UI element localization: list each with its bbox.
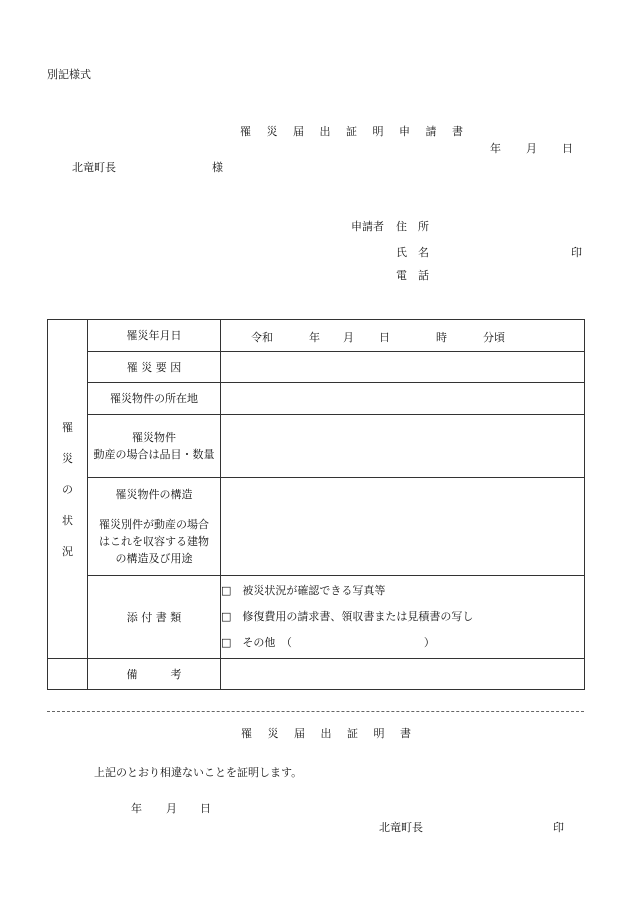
addressee: 北竜町長 — [72, 161, 116, 174]
application-date-month: 月 — [526, 142, 537, 155]
form-style-note: 別記様式 — [47, 68, 91, 81]
row-location — [48, 383, 585, 415]
certificate-statement: 上記のとおり相違ないことを証明します。 — [94, 766, 303, 779]
certificate-date-month: 月 — [166, 802, 177, 815]
application-date-day: 日 — [562, 142, 573, 155]
side-header-char: 況 — [62, 544, 73, 558]
disaster-status-table — [47, 319, 585, 690]
cause-label: 罹 災 要 因 — [88, 352, 221, 383]
row-disaster-date — [48, 320, 585, 352]
applicant-name-label: 氏 名 — [396, 246, 429, 259]
addressee-honorific: 様 — [212, 161, 223, 174]
attachment-checkbox-invoice[interactable]: □ 修復費用の請求書、領収書または見積書の写し — [221, 610, 474, 623]
certificate-seal: 印 — [553, 821, 564, 834]
side-header-char: 状 — [62, 513, 73, 527]
disaster-date-field[interactable] — [221, 320, 585, 352]
date-hour: 時 — [436, 330, 447, 344]
certificate-title: 罹 災 届 出 証 明 書 — [241, 727, 417, 740]
structure-field[interactable] — [221, 478, 585, 576]
side-header — [48, 320, 88, 659]
applicant-address-label: 住 所 — [396, 220, 429, 233]
date-month: 月 — [343, 330, 354, 344]
date-minute: 分頃 — [483, 330, 505, 344]
date-day: 日 — [379, 330, 390, 344]
row-property — [48, 415, 585, 478]
property-label — [88, 415, 221, 478]
applicant-seal: 印 — [571, 246, 582, 259]
application-title: 罹 災 届 出 証 明 申 請 書 — [240, 125, 469, 138]
structure-label-line: 罹災物件の構造 — [115, 488, 193, 501]
disaster-date-label: 罹災年月日 — [88, 320, 221, 352]
structure-label-line: 罹災別件が動産の場合 — [99, 518, 209, 531]
row-attachments — [48, 576, 585, 659]
row-remarks — [48, 659, 585, 690]
structure-label — [88, 478, 221, 576]
attachment-checkbox-other[interactable]: □ その他 （ ） — [221, 636, 435, 649]
side-header-char: 罹 — [62, 420, 73, 434]
remarks-label: 備 考 — [88, 659, 221, 690]
attachment-checkbox-photos[interactable]: □ 被災状況が確認できる写真等 — [221, 584, 386, 597]
row-cause — [48, 352, 585, 383]
side-header-char: 災 — [62, 451, 73, 465]
attachments-label: 添 付 書 類 — [88, 576, 221, 659]
certificate-date-year: 年 — [131, 802, 142, 815]
property-label-line: 動産の場合は品目・数量 — [93, 448, 215, 461]
location-field[interactable] — [221, 383, 585, 415]
applicant-label: 申請者 — [351, 220, 384, 233]
applicant-phone-label: 電 話 — [396, 269, 429, 282]
structure-label-line: はこれを収容する建物 — [99, 535, 209, 548]
property-field[interactable] — [221, 415, 585, 478]
certificate-issuer: 北竜町長 — [379, 821, 423, 834]
structure-label-line: の構造及び用途 — [115, 552, 193, 565]
cut-line — [47, 711, 584, 712]
location-label: 罹災物件の所在地 — [88, 383, 221, 415]
attachments-list — [221, 576, 585, 659]
cause-field[interactable] — [221, 352, 585, 383]
certificate-date-day: 日 — [200, 802, 211, 815]
date-year: 年 — [309, 330, 320, 344]
date-era: 令和 — [251, 330, 273, 344]
side-header-char: の — [62, 482, 73, 496]
remarks-field[interactable] — [221, 659, 585, 690]
application-date-year: 年 — [490, 142, 501, 155]
row-structure — [48, 478, 585, 576]
property-label-line: 罹災物件 — [132, 431, 176, 444]
